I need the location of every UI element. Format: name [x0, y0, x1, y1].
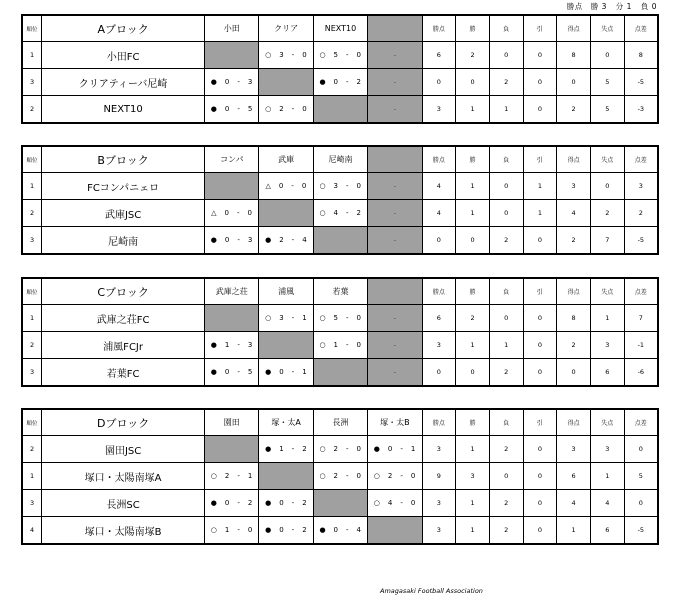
- match-result-cell: ○ 2 - 0: [313, 436, 367, 463]
- stat-cell: 2: [489, 69, 523, 96]
- stat-cell: 2: [489, 436, 523, 463]
- stat-header: 負: [489, 15, 523, 42]
- stat-cell: 0: [557, 359, 591, 387]
- stat-cell: 1: [557, 517, 591, 545]
- match-result-cell: ○ 2 - 0: [313, 463, 367, 490]
- self-match-cell: [259, 332, 313, 359]
- stat-cell: 2: [489, 490, 523, 517]
- stat-cell: 1: [489, 96, 523, 124]
- match-result-cell: ○ 1 - 0: [205, 517, 259, 545]
- stat-cell: 0: [523, 463, 557, 490]
- opponent-column-header: NEXT10: [313, 15, 367, 42]
- stat-cell: 2: [489, 227, 523, 255]
- block-title: Bブロック: [42, 146, 205, 173]
- match-result-cell: ○ 3 - 0: [259, 42, 313, 69]
- match-result-cell: ● 0 - 2: [313, 69, 367, 96]
- stat-header: 失点: [590, 15, 624, 42]
- stat-cell: -3: [624, 96, 658, 124]
- table-row: [22, 42, 658, 69]
- unused-cell: -: [368, 200, 422, 227]
- rank-cell: 1: [22, 305, 42, 332]
- stat-cell: 8: [557, 42, 591, 69]
- rank-cell: 1: [22, 463, 42, 490]
- stat-cell: -5: [624, 227, 658, 255]
- stat-header: 点差: [624, 278, 658, 305]
- stat-header: 引: [523, 409, 557, 436]
- match-result-cell: ● 0 - 1: [259, 359, 313, 387]
- self-match-cell: [259, 200, 313, 227]
- match-result-cell: ● 0 - 4: [313, 517, 367, 545]
- block-table: [21, 14, 659, 124]
- stat-cell: 6: [557, 463, 591, 490]
- match-result-cell: ○ 5 - 0: [313, 42, 367, 69]
- table-row: [22, 96, 658, 124]
- table-row: [22, 173, 658, 200]
- stat-cell: 1: [456, 96, 490, 124]
- team-name-cell: FCコンパニェロ: [42, 173, 205, 200]
- team-name-cell: クリアティーバ尼崎: [42, 69, 205, 96]
- stat-header: 失点: [590, 278, 624, 305]
- stat-cell: 1: [456, 200, 490, 227]
- rank-cell: 3: [22, 490, 42, 517]
- stat-cell: 1: [523, 173, 557, 200]
- stat-cell: 0: [523, 436, 557, 463]
- stat-header: 負: [489, 278, 523, 305]
- match-result-cell: ○ 4 - 0: [368, 490, 422, 517]
- stat-cell: -1: [624, 332, 658, 359]
- team-name-cell: 武庫之荘FC: [42, 305, 205, 332]
- opponent-column-header: クリア: [259, 15, 313, 42]
- rank-header: 順位: [22, 409, 42, 436]
- match-result-cell: ● 0 - 3: [205, 227, 259, 255]
- stat-cell: 6: [422, 42, 456, 69]
- stat-header: 点差: [624, 409, 658, 436]
- opponent-column-header: 若葉: [313, 278, 367, 305]
- block-table: [21, 145, 659, 255]
- match-result-cell: ● 0 - 2: [259, 490, 313, 517]
- stat-cell: 5: [590, 96, 624, 124]
- stat-header: 失点: [590, 409, 624, 436]
- stat-cell: 5: [590, 69, 624, 96]
- match-result-cell: △ 0 - 0: [205, 200, 259, 227]
- self-match-cell: [205, 42, 259, 69]
- self-match-cell: [205, 436, 259, 463]
- table-row: [22, 69, 658, 96]
- stat-cell: 0: [422, 359, 456, 387]
- stat-cell: 3: [456, 463, 490, 490]
- match-result-cell: △ 0 - 0: [259, 173, 313, 200]
- match-result-cell: ● 1 - 3: [205, 332, 259, 359]
- stat-cell: 2: [489, 359, 523, 387]
- unused-cell: -: [368, 173, 422, 200]
- stat-header: 勝点: [422, 146, 456, 173]
- stat-cell: 0: [422, 69, 456, 96]
- points-legend: [561, 1, 657, 12]
- stat-cell: 0: [456, 69, 490, 96]
- team-name-cell: 浦風FCJr: [42, 332, 205, 359]
- stat-cell: 0: [590, 42, 624, 69]
- opponent-column-header: 塚・太A: [259, 409, 313, 436]
- rank-header: 順位: [22, 15, 42, 42]
- opponent-column-header: 武庫: [259, 146, 313, 173]
- stat-cell: 4: [422, 200, 456, 227]
- unused-cell: -: [368, 69, 422, 96]
- stat-cell: 9: [422, 463, 456, 490]
- unused-cell: -: [368, 305, 422, 332]
- match-result-cell: ○ 2 - 1: [205, 463, 259, 490]
- stat-cell: 0: [489, 200, 523, 227]
- stat-cell: 0: [456, 359, 490, 387]
- table-row: [22, 463, 658, 490]
- stat-cell: -5: [624, 517, 658, 545]
- stat-cell: 2: [456, 42, 490, 69]
- stat-header: 得点: [557, 15, 591, 42]
- block-title: Aブロック: [42, 15, 205, 42]
- stat-header: 勝: [456, 146, 490, 173]
- rank-cell: 3: [22, 227, 42, 255]
- rank-header: 順位: [22, 146, 42, 173]
- legend-draw: 分 1: [615, 2, 632, 11]
- stat-cell: 0: [590, 173, 624, 200]
- legend-loss: 負 0: [640, 2, 657, 11]
- table-row: [22, 359, 658, 387]
- stat-header: 勝点: [422, 278, 456, 305]
- stat-header: 勝点: [422, 409, 456, 436]
- stat-cell: 0: [523, 42, 557, 69]
- stat-cell: 0: [624, 490, 658, 517]
- stat-cell: 3: [624, 173, 658, 200]
- stat-cell: 3: [422, 490, 456, 517]
- block-title: Dブロック: [42, 409, 205, 436]
- stat-header: 点差: [624, 146, 658, 173]
- stat-cell: 3: [557, 436, 591, 463]
- match-result-cell: ● 0 - 1: [368, 436, 422, 463]
- stat-cell: 8: [624, 42, 658, 69]
- stat-cell: 1: [456, 517, 490, 545]
- rank-cell: 3: [22, 359, 42, 387]
- stat-header: 得点: [557, 146, 591, 173]
- stat-cell: 7: [590, 227, 624, 255]
- stat-cell: 0: [523, 490, 557, 517]
- stat-cell: 2: [557, 227, 591, 255]
- stat-cell: 0: [523, 517, 557, 545]
- stat-cell: 0: [422, 227, 456, 255]
- block-title: Cブロック: [42, 278, 205, 305]
- stat-cell: 0: [624, 436, 658, 463]
- opponent-column-header: コンパ: [205, 146, 259, 173]
- match-result-cell: ○ 3 - 1: [259, 305, 313, 332]
- self-match-cell: [313, 490, 367, 517]
- table-row: [22, 305, 658, 332]
- stat-cell: 1: [456, 436, 490, 463]
- match-result-cell: ○ 1 - 0: [313, 332, 367, 359]
- stat-cell: 6: [590, 359, 624, 387]
- stat-cell: 4: [422, 173, 456, 200]
- stat-cell: 3: [590, 436, 624, 463]
- match-result-cell: ● 0 - 2: [259, 517, 313, 545]
- table-row: [22, 200, 658, 227]
- match-result-cell: ○ 2 - 0: [368, 463, 422, 490]
- stat-cell: 3: [557, 173, 591, 200]
- opponent-column-header: 浦風: [259, 278, 313, 305]
- self-match-cell: [313, 359, 367, 387]
- team-name-cell: 武庫JSC: [42, 200, 205, 227]
- stat-cell: 2: [590, 200, 624, 227]
- table-row: [22, 227, 658, 255]
- opponent-column-header: 長洲: [313, 409, 367, 436]
- stat-header: 失点: [590, 146, 624, 173]
- stat-cell: 2: [557, 96, 591, 124]
- stat-cell: 1: [590, 463, 624, 490]
- stat-header: 引: [523, 15, 557, 42]
- stat-cell: 3: [422, 332, 456, 359]
- match-result-cell: ○ 3 - 0: [313, 173, 367, 200]
- unused-cell: -: [368, 96, 422, 124]
- rank-header: 順位: [22, 278, 42, 305]
- unused-cell: -: [368, 359, 422, 387]
- stat-cell: 1: [489, 332, 523, 359]
- team-name-cell: 塚口・太陽南塚A: [42, 463, 205, 490]
- block-table: [21, 277, 659, 387]
- match-result-cell: ● 2 - 4: [259, 227, 313, 255]
- stat-cell: 0: [523, 69, 557, 96]
- self-match-cell: [368, 517, 422, 545]
- stat-header: 負: [489, 146, 523, 173]
- team-name-cell: 長洲SC: [42, 490, 205, 517]
- stat-cell: 4: [557, 490, 591, 517]
- rank-cell: 4: [22, 517, 42, 545]
- opponent-column-header: [368, 15, 422, 42]
- team-name-cell: 小田FC: [42, 42, 205, 69]
- opponent-column-header: 塚・太B: [368, 409, 422, 436]
- stat-cell: 1: [456, 490, 490, 517]
- stat-cell: 0: [557, 69, 591, 96]
- stat-cell: 2: [489, 517, 523, 545]
- opponent-column-header: [368, 278, 422, 305]
- self-match-cell: [205, 305, 259, 332]
- opponent-column-header: 武庫之荘: [205, 278, 259, 305]
- stat-cell: 3: [422, 517, 456, 545]
- stat-cell: -5: [624, 69, 658, 96]
- stat-cell: 0: [489, 173, 523, 200]
- stat-cell: 0: [456, 227, 490, 255]
- team-name-cell: 尼崎南: [42, 227, 205, 255]
- stat-header: 得点: [557, 278, 591, 305]
- stat-header: 勝点: [422, 15, 456, 42]
- stat-header: 得点: [557, 409, 591, 436]
- stat-header: 点差: [624, 15, 658, 42]
- stat-cell: 0: [523, 359, 557, 387]
- table-row: [22, 517, 658, 545]
- self-match-cell: [259, 463, 313, 490]
- match-result-cell: ● 0 - 2: [205, 490, 259, 517]
- opponent-column-header: 園田: [205, 409, 259, 436]
- rank-cell: 1: [22, 42, 42, 69]
- rank-cell: 3: [22, 69, 42, 96]
- stat-cell: 8: [557, 305, 591, 332]
- stat-cell: 1: [590, 305, 624, 332]
- stat-cell: 2: [624, 200, 658, 227]
- stat-cell: 4: [557, 200, 591, 227]
- team-name-cell: 塚口・太陽南塚B: [42, 517, 205, 545]
- rank-cell: 2: [22, 436, 42, 463]
- rank-cell: 2: [22, 200, 42, 227]
- opponent-column-header: [368, 146, 422, 173]
- unused-cell: -: [368, 42, 422, 69]
- stat-header: 引: [523, 278, 557, 305]
- match-result-cell: ● 0 - 5: [205, 359, 259, 387]
- self-match-cell: [205, 173, 259, 200]
- stat-cell: 0: [523, 96, 557, 124]
- opponent-column-header: 尼崎南: [313, 146, 367, 173]
- stat-cell: 0: [523, 305, 557, 332]
- footer-credit: Amagasaki Football Association: [380, 587, 483, 595]
- match-result-cell: ○ 5 - 0: [313, 305, 367, 332]
- stat-cell: 1: [456, 332, 490, 359]
- stat-cell: 5: [624, 463, 658, 490]
- stat-header: 引: [523, 146, 557, 173]
- stat-header: 負: [489, 409, 523, 436]
- stat-cell: 6: [590, 517, 624, 545]
- match-result-cell: ● 0 - 5: [205, 96, 259, 124]
- table-row: [22, 490, 658, 517]
- stat-cell: 3: [422, 96, 456, 124]
- rank-cell: 2: [22, 96, 42, 124]
- block-table: [21, 408, 659, 545]
- stat-cell: 7: [624, 305, 658, 332]
- stat-header: 勝: [456, 15, 490, 42]
- unused-cell: -: [368, 332, 422, 359]
- table-row: [22, 436, 658, 463]
- match-result-cell: ● 0 - 3: [205, 69, 259, 96]
- self-match-cell: [313, 96, 367, 124]
- stat-header: 勝: [456, 409, 490, 436]
- stat-cell: 1: [456, 173, 490, 200]
- stat-cell: 3: [590, 332, 624, 359]
- table-row: [22, 332, 658, 359]
- stat-cell: 0: [489, 305, 523, 332]
- team-name-cell: 若葉FC: [42, 359, 205, 387]
- stat-cell: 2: [456, 305, 490, 332]
- match-result-cell: ● 1 - 2: [259, 436, 313, 463]
- self-match-cell: [313, 227, 367, 255]
- stat-cell: 6: [422, 305, 456, 332]
- rank-cell: 2: [22, 332, 42, 359]
- match-result-cell: ○ 2 - 0: [259, 96, 313, 124]
- unused-cell: -: [368, 227, 422, 255]
- rank-cell: 1: [22, 173, 42, 200]
- team-name-cell: 園田JSC: [42, 436, 205, 463]
- stat-cell: 0: [523, 332, 557, 359]
- stat-cell: 4: [590, 490, 624, 517]
- opponent-column-header: 小田: [205, 15, 259, 42]
- stat-cell: 0: [523, 227, 557, 255]
- stat-cell: 0: [489, 463, 523, 490]
- self-match-cell: [259, 69, 313, 96]
- match-result-cell: ○ 4 - 2: [313, 200, 367, 227]
- stat-cell: 0: [489, 42, 523, 69]
- stat-header: 勝: [456, 278, 490, 305]
- stat-cell: 3: [422, 436, 456, 463]
- legend-win: 勝点 勝 3: [566, 2, 607, 11]
- team-name-cell: NEXT10: [42, 96, 205, 124]
- stat-cell: -6: [624, 359, 658, 387]
- stat-cell: 2: [557, 332, 591, 359]
- stat-cell: 1: [523, 200, 557, 227]
